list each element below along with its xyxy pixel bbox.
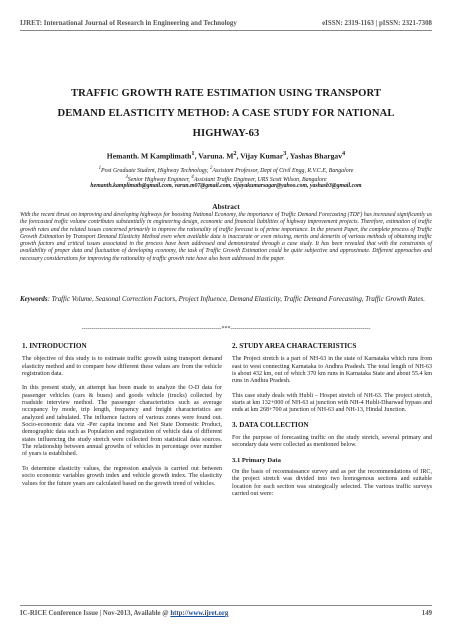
title-line-3: HIGHWAY-63	[192, 128, 260, 139]
journal-link[interactable]: http://www.ijret.org	[170, 610, 229, 617]
study-area-paragraph-1: The Project stretch is a part of NH-63 in the state of Karnataka which runs from east to west connecting Karnataka to Andhra Pradesh. The total length of NH-63 is about 432 km, out of which 370 km runs in Karnataka State and about 55.4 km runs in Andhra Pradesh.	[232, 356, 432, 385]
journal-issn: eISSN: 2319-1163 | pISSN: 2321-7308	[322, 20, 432, 27]
study-area-paragraph-2: This case study deals with Hubli – Hospet stretch of NH-63. The project stretch, starts at km 132+000 of NH-63 at junction with NH-4 Hubli-Dharwad bypass and ends at km 268+700 at junction of NH-63 and NH-13, Hindal Junction.	[232, 392, 432, 414]
keywords-label: Keywords	[20, 296, 48, 303]
abstract-text: With the recent thrust on improving and developing highways for boosting National Economy, the importance of Traffic Demand Forecasting (TDF) has increased significantly as the forecasted traffic volume contributes substantially in engineering design, economic and financial liabilities of highway improvement projects. Therefore, estimation of traffic growth rates and the related issues concerned primarily to improve the rationality of traffic forecast is of prime importance. In the present Paper, the complete process of Traffic Growth Estimation by Transport Demand Elasticity Method even when available data is inaccurate or even missing, merits and demerits of various methods of obtaining traffic growth factors and critical issues associated in the process have been addressed and demonstrated through a case study. It has been revealed that with the constraints of availability of proper data and fluctuation of developing economy, the task of Traffic Growth Estimation could be quite subjective and approximate. Different approaches and necessary considerations for improving the rationality of traffic growth rate have also been addressed in the paper.	[20, 212, 432, 262]
introduction-heading: 1. INTRODUCTION	[22, 342, 87, 350]
intro-paragraph-1: The objective of this study is to estimate traffic growth using transport demand elasticity method and to compare how different these values are from the vehicle registration data.	[22, 356, 222, 378]
author-list: Hemanth. M Kamplimath$^1$, Varuna. $M^2$, Vijay Kumar$^3$, Yashas Bhargav$^4$	[106, 150, 346, 161]
title-line-2: DEMAND ELASTICITY METHOD: A CASE STUDY FOR NATIONAL	[57, 108, 395, 119]
footer-conference	[20, 610, 228, 617]
affil-mark-2: 2	[209, 166, 213, 171]
keywords	[20, 293, 432, 306]
journal-name: IJRET: International Journal of Research in Engineering and Technology	[20, 20, 237, 27]
right-column	[232, 343, 432, 506]
section-separator: ----------------------------------------------------------------------***----------------------------------------------------------------------	[81, 326, 371, 332]
study-area-heading: 2. STUDY AREA CHARACTERISTICS	[232, 342, 357, 350]
affil-mark-3: 3	[125, 175, 128, 180]
author-1: Hemanth. M Kamplimath	[106, 151, 192, 161]
page-footer	[20, 605, 432, 617]
paper-title	[20, 84, 432, 144]
data-collection-paragraph: For the purpose of forecasting traffic on the study stretch, several primary and secondary data were collected as mentioned below.	[232, 435, 432, 449]
author-emails: hemanth.kamplimath@gmail.com, varun.m07@gmail.com, vijayakumarsagar@yahoo.com, yashasb3@gmail.com	[90, 183, 362, 189]
affil-1: Post Graduate Student, Highway Technology,	[101, 167, 210, 174]
author-1-mark: 1	[191, 150, 195, 157]
author-3-mark: 3	[283, 150, 287, 157]
intro-paragraph-2: In this present study, an attempt has been made to analyze the O-D data for passenger vehicles (cars & buses) and goods vehicle (trucks) collected by roadside interview method. The passenger characteristics such as average occupancy by mode, trip length, frequency and freight characteristics are analyzed and tabulated. The influence factors of various zones were found out. Socio-economic data viz -Per capita income and Net State Domestic Product, demographic data such as Population and registration of vehicle data of different states influencing the study stretch were collected from statistical data sources. The relationship between annual growths of vehicles in percentage over number of years is established.	[22, 385, 222, 458]
author-2: Varuna. M	[198, 151, 234, 161]
primary-data-paragraph: On the basis of reconnaissance survey and as per the recommendations of IRC, the project stretch was divided into two homogenous sections and suitable location for each section was strategically selected. The various traffic surveys carried out were:	[232, 469, 432, 498]
title-line-1: TRAFFIC GROWTH RATE ESTIMATION USING TRANSPORT	[70, 88, 382, 99]
affil-mark-1: 1	[98, 166, 102, 171]
left-column	[22, 343, 222, 495]
data-collection-heading: 3. DATA COLLECTION	[232, 420, 309, 429]
journal-header	[20, 20, 432, 31]
primary-data-heading: 3.1 Primary Data	[232, 456, 281, 464]
abstract-heading: Abstract	[212, 202, 240, 211]
footer-conference-text: IC-RICE Conference Issue | Nov-2013, Available @	[20, 610, 171, 617]
affil-3: Senior Highway Engineer,	[127, 176, 192, 183]
author-4-mark: 4	[342, 150, 346, 157]
keywords-text: : Traffic Volume, Seasonal Correction Factors, Project Influence, Demand Elasticity, Traffic Demand Forecasting, Traffic Growth Rates.	[47, 296, 425, 303]
author-2-mark: 2	[233, 150, 237, 157]
affil-mark-4: 4	[191, 175, 194, 180]
affil-2: Assistant Professor, Dept of Civil Engg, R.V.C.E, Bangalore	[212, 167, 354, 174]
page-number: 149	[421, 610, 432, 617]
author-3: Vijay Kumar	[240, 151, 284, 161]
affil-4: Assistant Traffic Engineer, URS Scott Wilson, Bangalore	[193, 176, 327, 183]
author-4: Yashas Bhargav	[289, 151, 343, 161]
intro-paragraph-3: To determine elasticity values, the regression analysis is carried out between socio economic variables growth index and vehicle growth index. The elasticity values for the future years are calculated based on the growth trend of vehicles.	[22, 465, 222, 487]
